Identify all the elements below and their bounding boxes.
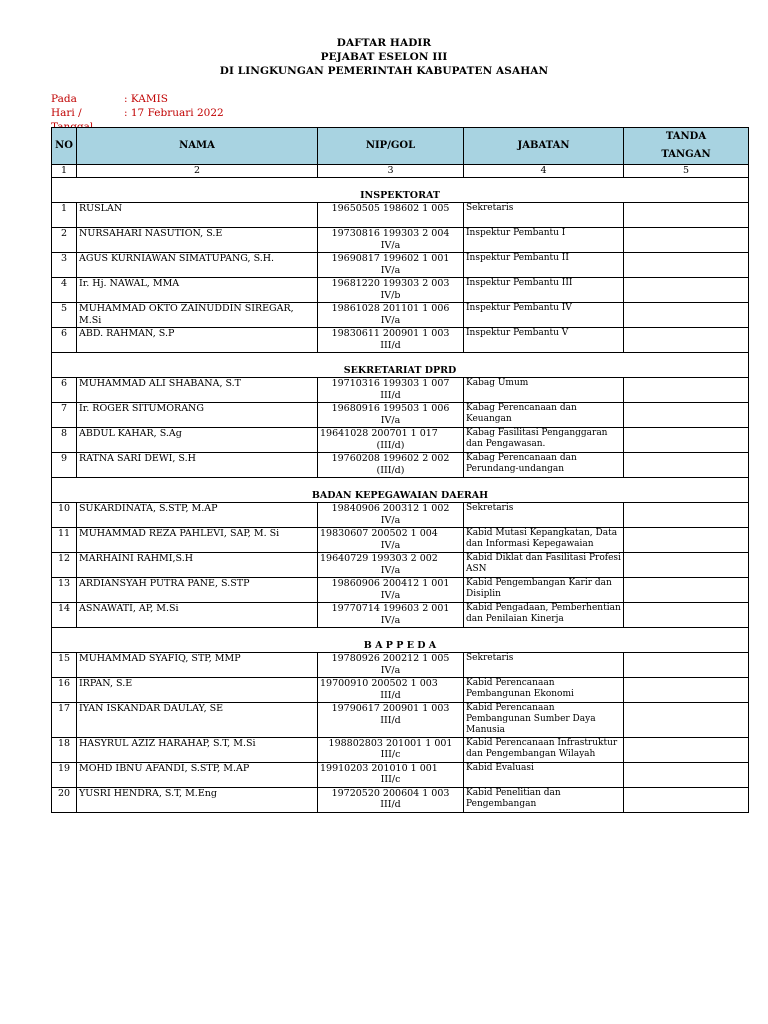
header-nip: NIP/GOL — [318, 128, 464, 165]
row-nip: 19910203 201010 1 001 — [320, 762, 438, 774]
row-number: 15 — [52, 653, 77, 678]
row-signature-cell[interactable] — [624, 278, 749, 303]
row-signature-cell[interactable] — [624, 303, 749, 328]
document-title — [0, 36, 768, 78]
row-gol: IV/a — [380, 264, 401, 276]
row-jabatan: Kabid Pengembangan Karir dan Disiplin — [464, 578, 624, 603]
row-number: 18 — [52, 737, 77, 762]
row-nip-gol — [318, 203, 464, 228]
row-gol: (III/d) — [376, 464, 405, 476]
row-gol: IV/a — [380, 239, 401, 251]
col-number: 5 — [624, 165, 749, 178]
row-nip-gol — [318, 528, 464, 553]
row-jabatan: Sekretaris — [464, 203, 624, 228]
header-nama: NAMA — [77, 128, 318, 165]
row-gol: IV/a — [380, 314, 401, 326]
row-nama: ABD. RAHMAN, S.P — [77, 328, 318, 353]
row-nip: 19681220 199303 2 003 — [331, 278, 450, 289]
row-signature-cell[interactable] — [624, 403, 749, 428]
col-number: 1 — [52, 165, 77, 178]
row-number: 14 — [52, 603, 77, 628]
row-gol: IV/a — [380, 664, 401, 676]
row-nama: RATNA SARI DEWI, S.H — [77, 453, 318, 478]
table-row — [52, 428, 749, 453]
row-gol: IV/a — [380, 539, 401, 551]
row-nip-gol — [318, 428, 464, 453]
row-nama: IYAN ISKANDAR DAULAY, SE — [77, 703, 318, 738]
row-nip: 19640729 199303 2 002 — [320, 553, 438, 564]
row-signature-cell[interactable] — [624, 703, 749, 738]
col-number: 2 — [77, 165, 318, 178]
row-jabatan: Kabid Pengadaan, Pemberhentian dan Penilaian Kinerja — [464, 603, 624, 628]
row-gol: (III/d) — [376, 439, 405, 451]
table-row — [52, 528, 749, 553]
row-jabatan: Kabid Mutasi Kepangkatan, Data dan Informasi Kepegawaian — [464, 528, 624, 553]
table-row — [52, 678, 749, 703]
row-jabatan: Inspektur Pembantu IV — [464, 303, 624, 328]
row-nip-gol — [318, 653, 464, 678]
row-jabatan: Inspektur Pembantu I — [464, 228, 624, 253]
row-nama: ABDUL KAHAR, S.Ag — [77, 428, 318, 453]
row-number: 17 — [52, 703, 77, 738]
row-nip-gol — [318, 303, 464, 328]
row-nama: Ir. Hj. NAWAL, MMA — [77, 278, 318, 303]
row-gol: III/d — [380, 799, 401, 811]
table-row — [52, 253, 749, 278]
row-number: 20 — [52, 787, 77, 812]
row-nip-gol — [318, 253, 464, 278]
row-number: 5 — [52, 303, 77, 328]
row-signature-cell[interactable] — [624, 228, 749, 253]
row-nip-gol — [318, 762, 464, 787]
row-signature-cell[interactable] — [624, 578, 749, 603]
row-signature-cell[interactable] — [624, 378, 749, 403]
row-nip: 19840906 200312 1 002 — [331, 503, 450, 514]
row-nip: 198802803 201001 1 001 — [328, 737, 453, 749]
section-spacer — [52, 178, 749, 190]
row-nama: NURSAHARI NASUTION, S.E — [77, 228, 318, 253]
section-title: B A P P E D A — [52, 639, 749, 653]
row-gol: IV/a — [380, 614, 401, 626]
row-gol: IV/a — [380, 414, 401, 426]
row-nama: MARHAINI RAHMI,S.H — [77, 553, 318, 578]
row-nama: HASYRUL AZIZ HARAHAP, S.T, M.Si — [77, 737, 318, 762]
row-nama: SUKARDINATA, S.STP, M.AP — [77, 503, 318, 528]
row-signature-cell[interactable] — [624, 762, 749, 787]
row-nip-gol — [318, 328, 464, 353]
section-spacer-cell — [52, 353, 749, 365]
row-nip: 19830611 200901 1 003 — [331, 328, 450, 339]
table-row — [52, 762, 749, 787]
row-jabatan: Kabid Perencanaan Pembangunan Ekonomi — [464, 678, 624, 703]
row-number: 6 — [52, 328, 77, 353]
table-row — [52, 453, 749, 478]
row-nip-gol — [318, 403, 464, 428]
row-number: 2 — [52, 228, 77, 253]
row-nip: 19790617 200901 1 003 — [331, 703, 450, 714]
tanggal-value: : 17 Februari 2022 — [124, 107, 224, 119]
row-number: 1 — [52, 203, 77, 228]
row-signature-cell[interactable] — [624, 553, 749, 578]
section-spacer — [52, 628, 749, 640]
row-nip: 19641028 200701 1 017 — [320, 428, 438, 439]
section-spacer-cell — [52, 628, 749, 640]
section-header-row — [52, 639, 749, 653]
row-nip-gol — [318, 603, 464, 628]
row-number: 4 — [52, 278, 77, 303]
header-no: NO — [52, 128, 77, 165]
row-signature-cell[interactable] — [624, 787, 749, 812]
row-gol: III/d — [380, 389, 401, 401]
table-row — [52, 228, 749, 253]
row-number: 8 — [52, 428, 77, 453]
row-nama: MOHD IBNU AFANDI, S.STP, M.AP — [77, 762, 318, 787]
row-nama: MUHAMMAD REZA PAHLEVI, SAP, M. Si — [77, 528, 318, 553]
table-row — [52, 328, 749, 353]
row-nama: YUSRI HENDRA, S.T, M.Eng — [77, 787, 318, 812]
row-nip: 19730816 199303 2 004 — [331, 228, 450, 239]
row-nip-gol — [318, 278, 464, 303]
section-spacer-cell — [52, 478, 749, 490]
col-number: 4 — [464, 165, 624, 178]
row-jabatan: Inspektur Pembantu V — [464, 328, 624, 353]
section-header-row — [52, 489, 749, 503]
table-row — [52, 378, 749, 403]
row-nip: 19680916 199503 1 006 — [331, 403, 450, 414]
row-jabatan: Kabag Fasilitasi Penganggaran dan Pengawasan. — [464, 428, 624, 453]
row-nama: IRPAN, S.E — [77, 678, 318, 703]
table-row — [52, 703, 749, 738]
row-number: 19 — [52, 762, 77, 787]
tanggal-label: Hari / — [51, 107, 82, 119]
row-gol: IV/a — [380, 514, 401, 526]
table-row — [52, 653, 749, 678]
row-number: 13 — [52, 578, 77, 603]
row-signature-cell[interactable] — [624, 678, 749, 703]
section-spacer — [52, 478, 749, 490]
row-signature-cell[interactable] — [624, 503, 749, 528]
row-jabatan: Kabid Evaluasi — [464, 762, 624, 787]
row-number: 11 — [52, 528, 77, 553]
row-nip-gol — [318, 787, 464, 812]
row-gol: III/c — [380, 749, 401, 761]
table-row — [52, 278, 749, 303]
row-nip-gol — [318, 453, 464, 478]
row-signature-cell[interactable] — [624, 653, 749, 678]
row-nama: AGUS KURNIAWAN SIMATUPANG, S.H. — [77, 253, 318, 278]
table-row — [52, 603, 749, 628]
title-line-1: DAFTAR HADIR — [336, 37, 432, 49]
row-nip-gol — [318, 228, 464, 253]
row-nip: 19710316 199303 1 007 — [331, 378, 450, 389]
col-number: 3 — [318, 165, 464, 178]
row-jabatan: Kabag Perencanaan dan Keuangan — [464, 403, 624, 428]
row-signature-cell[interactable] — [624, 328, 749, 353]
row-nip-gol — [318, 703, 464, 738]
section-title: SEKRETARIAT DPRD — [52, 364, 749, 378]
row-jabatan: Inspektur Pembantu II — [464, 253, 624, 278]
row-number: 7 — [52, 403, 77, 428]
row-number: 9 — [52, 453, 77, 478]
row-nama: ARDIANSYAH PUTRA PANE, S.STP — [77, 578, 318, 603]
table-row — [52, 553, 749, 578]
row-gol: IV/a — [380, 564, 401, 576]
row-signature-cell[interactable] — [624, 603, 749, 628]
row-gol: III/d — [380, 689, 401, 701]
row-nip: 19780926 200212 1 005 — [331, 653, 450, 664]
row-nip: 19770714 199603 2 001 — [331, 603, 450, 614]
section-header-row — [52, 364, 749, 378]
row-nip: 19861028 201101 1 006 — [331, 303, 450, 314]
row-gol: IV/b — [380, 289, 401, 301]
section-title: INSPEKTORAT — [52, 189, 749, 203]
row-signature-cell[interactable] — [624, 428, 749, 453]
row-nip-gol — [318, 553, 464, 578]
row-number: 10 — [52, 503, 77, 528]
row-gol: III/d — [380, 714, 401, 726]
row-nama: ASNAWATI, AP, M.Si — [77, 603, 318, 628]
section-header-row — [52, 189, 749, 203]
row-number: 16 — [52, 678, 77, 703]
table-row — [52, 503, 749, 528]
table-row — [52, 578, 749, 603]
row-jabatan: Kabag Umum — [464, 378, 624, 403]
row-nip-gol — [318, 737, 464, 762]
row-jabatan: Kabid Diklat dan Fasilitasi Profesi ASN — [464, 553, 624, 578]
pada-value: : KAMIS — [124, 93, 168, 105]
row-signature-cell[interactable] — [624, 737, 749, 762]
row-jabatan: Sekretaris — [464, 653, 624, 678]
row-number: 6 — [52, 378, 77, 403]
row-gol: III/c — [380, 774, 401, 786]
row-signature-cell[interactable] — [624, 203, 749, 228]
row-number: 12 — [52, 553, 77, 578]
row-nip: 19760208 199602 2 002 — [331, 453, 450, 464]
row-jabatan: Kabid Penelitian dan Pengembangan — [464, 787, 624, 812]
row-nama: MUHAMMAD OKTO ZAINUDDIN SIREGAR, M.Si — [77, 303, 318, 328]
header-tanda-tangan — [624, 128, 749, 165]
row-nip: 19860906 200412 1 001 — [331, 578, 450, 589]
pada-label: Pada — [51, 93, 77, 105]
row-nip-gol — [318, 678, 464, 703]
row-jabatan: Kabag Perencanaan dan Perundang-undangan — [464, 453, 624, 478]
table-row — [52, 403, 749, 428]
row-jabatan: Sekretaris — [464, 503, 624, 528]
table-row — [52, 737, 749, 762]
row-number: 3 — [52, 253, 77, 278]
table-body — [52, 178, 749, 813]
table-row — [52, 203, 749, 228]
row-nama: RUSLAN — [77, 203, 318, 228]
row-jabatan: Kabid Perencanaan Infrastruktur dan Pengembangan Wilayah — [464, 737, 624, 762]
section-spacer — [52, 353, 749, 365]
row-signature-cell[interactable] — [624, 453, 749, 478]
row-jabatan: Inspektur Pembantu III — [464, 278, 624, 303]
table-row — [52, 787, 749, 812]
row-nama: Ir. ROGER SITUMORANG — [77, 403, 318, 428]
title-line-2: PEJABAT ESELON III — [320, 51, 448, 63]
row-nip: 19690817 199602 1 001 — [331, 253, 450, 264]
row-nama: MUHAMMAD ALI SHABANA, S.T — [77, 378, 318, 403]
header-jabatan: JABATAN — [464, 128, 624, 165]
title-line-3: DI LINGKUNGAN PEMERINTAH KABUPATEN ASAHAN — [219, 65, 549, 77]
row-nip-gol — [318, 503, 464, 528]
row-nip-gol — [318, 378, 464, 403]
row-nip: 19830607 200502 1 004 — [320, 528, 438, 539]
row-nip: 19700910 200502 1 003 — [320, 678, 438, 689]
header-tanda-tangan-label: TANDA TANGAN — [661, 131, 711, 160]
row-signature-cell[interactable] — [624, 253, 749, 278]
row-nip-gol — [318, 578, 464, 603]
row-gol: IV/a — [380, 589, 401, 601]
column-number-row — [52, 165, 749, 178]
row-nama: MUHAMMAD SYAFIQ, STP, MMP — [77, 653, 318, 678]
section-spacer-cell — [52, 178, 749, 190]
row-nip: 19650505 198602 1 005 — [331, 203, 450, 214]
row-signature-cell[interactable] — [624, 528, 749, 553]
row-nip: 19720520 200604 1 003 — [331, 787, 450, 799]
attendance-table — [51, 127, 749, 813]
section-title: BADAN KEPEGAWAIAN DAERAH — [52, 489, 749, 503]
table-row — [52, 303, 749, 328]
row-jabatan: Kabid Perencanaan Pembangunan Sumber Daya Manusia — [464, 703, 624, 738]
row-gol: III/d — [380, 339, 401, 351]
